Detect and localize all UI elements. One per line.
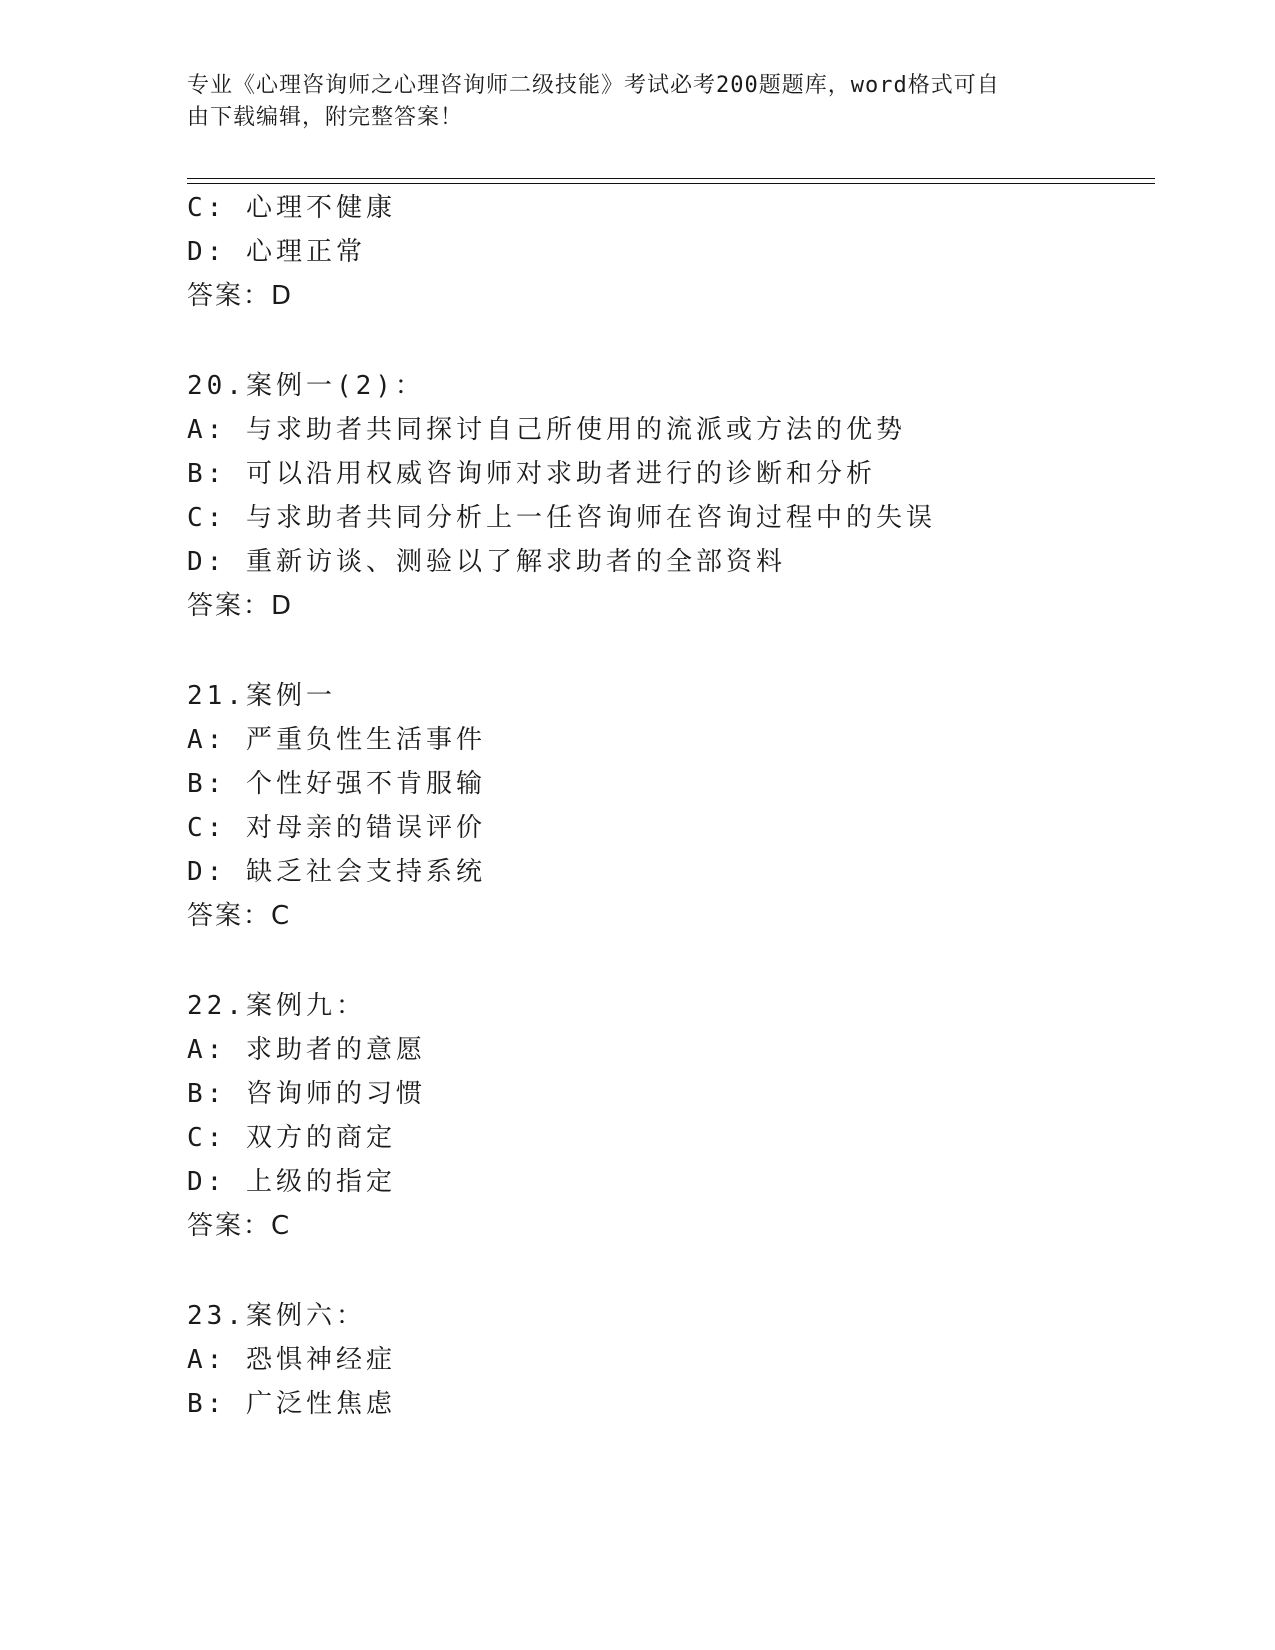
q21-option-a: A: 严重负性生活事件 (187, 725, 486, 755)
q22-option-b: B: 咨询师的习惯 (187, 1079, 426, 1109)
header-divider-bottom (187, 183, 1155, 184)
q22-option-c: C: 双方的商定 (187, 1123, 396, 1153)
q20-option-d: D: 重新访谈、测验以了解求助者的全部资料 (187, 547, 786, 577)
header-divider-top (187, 178, 1155, 179)
q19-option-d: D: 心理正常 (187, 237, 366, 267)
q22-answer: 答案：C (187, 1211, 292, 1241)
q22-title: 22.案例九： (187, 991, 366, 1021)
q21-answer: 答案：C (187, 901, 292, 931)
q19-option-c: C: 心理不健康 (187, 193, 396, 223)
q19-answer: 答案：D (187, 281, 294, 311)
q20-option-c: C: 与求助者共同分析上一任咨询师在咨询过程中的失误 (187, 503, 936, 533)
q23-title: 23.案例六： (187, 1301, 366, 1331)
q20-answer: 答案：D (187, 591, 294, 621)
q21-option-c: C: 对母亲的错误评价 (187, 813, 486, 843)
q23-option-b: B: 广泛性焦虑 (187, 1389, 396, 1419)
header-line-1: 专业《心理咨询师之心理咨询师二级技能》考试必考200题题库，word格式可自 (187, 73, 1000, 98)
q21-title: 21.案例一 (187, 681, 336, 711)
q21-option-b: B: 个性好强不肯服输 (187, 769, 486, 799)
q21-option-d: D: 缺乏社会支持系统 (187, 857, 486, 887)
q22-option-d: D: 上级的指定 (187, 1167, 396, 1197)
q20-title: 20.案例一(2)： (187, 371, 425, 401)
q20-option-b: B: 可以沿用权威咨询师对求助者进行的诊断和分析 (187, 459, 876, 489)
q23-option-a: A: 恐惧神经症 (187, 1345, 396, 1375)
q20-option-a: A: 与求助者共同探讨自己所使用的流派或方法的优势 (187, 415, 906, 445)
q22-option-a: A: 求助者的意愿 (187, 1035, 426, 1065)
header-line-2: 由下载编辑，附完整答案！ (187, 105, 464, 130)
document-header (187, 70, 1087, 134)
